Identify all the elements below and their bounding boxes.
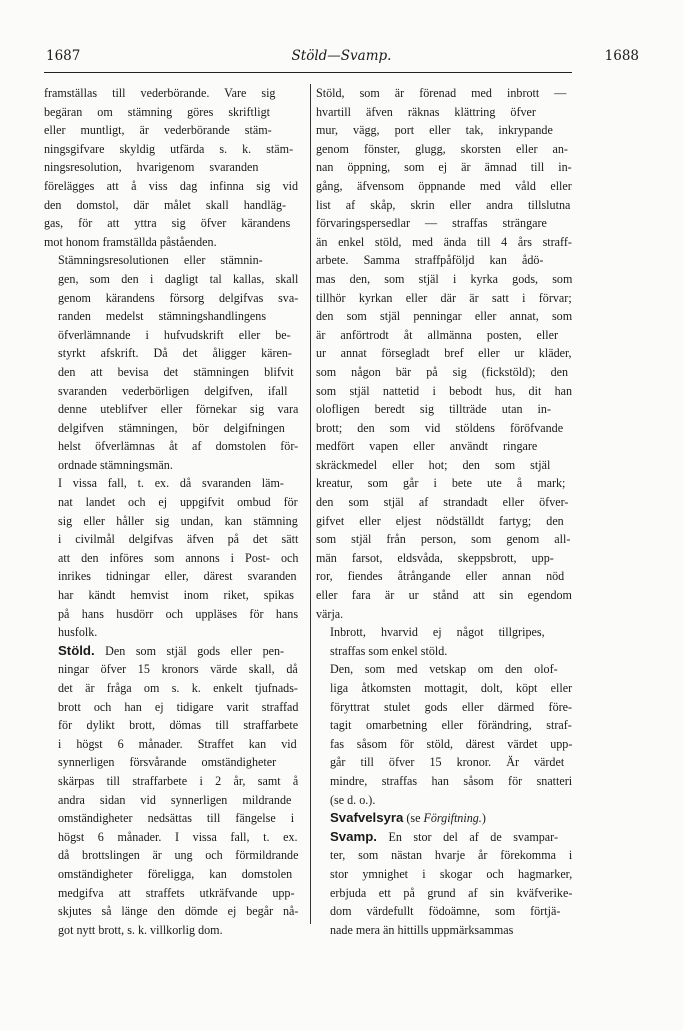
- cross-reference: Förgiftning.: [423, 811, 482, 826]
- text-line: fas såsom för stöld, därest värdet upp-: [330, 736, 573, 751]
- text-line: ordnade stämningsmän.: [58, 457, 173, 472]
- page-header: [30, 48, 653, 70]
- text-line: straffas som enkel stöld.: [330, 643, 448, 658]
- text-line: ror, fiendes åtrångande eller annan nöd: [316, 569, 565, 584]
- text-line: got nytt brott, s. k. villkorlig dom.: [58, 922, 223, 937]
- paragraph: [44, 251, 298, 474]
- text-line: i civilmål delgifvas äfven på det sätt: [58, 532, 299, 547]
- text-line: Inbrott, hvarvid ej något tillgripes,: [330, 625, 545, 640]
- text-line: hvartill äfven räknas klättring öfver: [316, 104, 536, 119]
- text-line: då brottslingen är ung och förmildrande: [58, 848, 299, 863]
- ref-prefix: (se: [403, 811, 424, 826]
- text-line: I vissa fall, t. ex. då svaranden läm-: [58, 476, 284, 491]
- text-line: sig eller håller sig undan, kan stämning: [58, 513, 298, 528]
- text-line: medgifva att straffets utkräfvande upp-: [58, 885, 295, 900]
- text-line: Stöld, som är förenad med inbrott —: [316, 86, 567, 100]
- text-line: inrikes tidningar eller, därest svaranden: [58, 569, 297, 584]
- text-line: [316, 828, 572, 847]
- text-line: tagit omarbetning eller förändring, straf-: [330, 718, 572, 733]
- text-line: begäran om stämning göres skriftligt: [44, 104, 271, 119]
- text-line: värja.: [316, 606, 344, 621]
- paragraph: [316, 828, 572, 940]
- text-line: ningsresolution, hvarigenom svaranden: [44, 160, 259, 175]
- text-line: för dylikt brott, dömas till straffarbete: [58, 718, 299, 733]
- text-line: föreläggеs att å viss dag infinna sig vid: [44, 178, 299, 193]
- text-line: den domstol, där målet skall handläg-: [44, 197, 287, 212]
- text-line: arbete. Samma straffpåföljd kan ådö-: [316, 253, 544, 268]
- text-line: ter, som nästan hvarje år förekomma i: [330, 848, 573, 863]
- text-line: går till öfver 15 kronor. Är värdet: [330, 755, 565, 770]
- text-line: omständigheter nedsättas till fängelse i: [58, 811, 295, 826]
- text-line: helst öfverlämnas åt af domstolen för-: [58, 439, 299, 454]
- text-line: [316, 809, 572, 828]
- text-line: mur, vägg, port eller tak, inkrypande: [316, 123, 553, 138]
- text-line: list af skåp, skrin eller andra tillslutna: [316, 197, 571, 212]
- paragraph: [44, 84, 298, 251]
- headword: Stöld.: [58, 642, 95, 658]
- text-line: svaranden vederbörligen delgifven, ifall: [58, 383, 288, 398]
- text-line: (se d. o.).: [330, 792, 376, 807]
- text-line: gifvet eller eljest nödställdt fartyg; den: [316, 513, 564, 528]
- headword: Svamp.: [330, 828, 377, 844]
- text-line: randen medelst stämningshandlingens: [58, 309, 267, 324]
- text-line: olofligen beredt sig tillträde utan in-: [316, 402, 551, 417]
- text-line: [44, 642, 298, 661]
- text-line: nan öppning, som ej är ämnad till in-: [316, 160, 572, 175]
- paragraph: [44, 642, 298, 940]
- text-line: delgifven stämningen, bör delgifningen: [58, 420, 285, 435]
- text-line: ningsgifvare skyldig utfärda s. k. stäm-: [44, 141, 294, 156]
- column-divider: [310, 84, 311, 924]
- text-line: den att bevisa det stämningen blifvit: [58, 364, 294, 379]
- text-line: mindre, straffas han såsom för snatteri: [330, 773, 573, 788]
- line-text: Den som stjäl gods eller pen-: [94, 643, 285, 658]
- text-line: eller muntligt, är vederbörande stäm-: [44, 123, 272, 138]
- text-line: gas, för att yttra sig öfver kärandens: [44, 216, 291, 231]
- text-line: andra sidan vid synnerligen mildrande: [58, 792, 292, 807]
- text-line: gen, som den i dagligt tal kallas, skall: [58, 271, 299, 286]
- text-line: denne uteblifver eller förnekar sig vara: [58, 402, 299, 417]
- text-line: dom värdefullt födoämne, som förtjä-: [330, 904, 561, 919]
- text-line: synnerligen försvårande omständigheter: [58, 755, 277, 770]
- text-line: att den införes som annons i Post- och: [58, 550, 299, 565]
- text-line: tillhör kyrkan eller där är satt i förvar;: [316, 290, 572, 305]
- paragraph: [316, 660, 572, 809]
- text-line: som någon bär på sig (fickstöld); den: [316, 364, 569, 379]
- paragraph: [44, 474, 298, 641]
- text-line: skärpas till straffarbete i 2 år, samt å: [58, 773, 299, 788]
- text-line: ur annat försegladt bref eller ur kläder,: [316, 346, 572, 361]
- text-line: som stjäl nattetid i bebodt hus, dit han: [316, 383, 573, 398]
- text-line: öfverlämnande i hufvudskrift eller be-: [58, 327, 291, 342]
- paragraph: [316, 623, 572, 660]
- text-line: husfolk.: [58, 625, 98, 640]
- text-line: medfört vapen eller användt ringare: [316, 439, 538, 454]
- text-line: erbjuda ett på grund af sin kväfverike-: [330, 885, 573, 900]
- text-line: styrkt afskrift. Då det åligger kären-: [58, 346, 292, 361]
- text-line: framställas till vederbörande. Vare sig: [44, 86, 276, 100]
- line-text: En stor del af de svampar-: [376, 829, 558, 844]
- text-line: omständigheter föreligga, kan domstolen: [58, 866, 293, 881]
- text-line: den som stjäl penningar eller annat, som: [316, 309, 573, 324]
- page-number-left: 1687: [46, 48, 81, 64]
- text-line: ningar öfver 15 kronors värde skall, då: [58, 662, 298, 677]
- text-line: förvaringspersedlar — straffas strängare: [316, 216, 547, 231]
- page-number-right: 1688: [604, 48, 639, 64]
- text-line: som stjäl från person, som genom all-: [316, 532, 571, 547]
- text-line: det är fråga om s. k. enkelt tjufnads-: [58, 681, 298, 695]
- text-line: skjutes så länge den dömde ej begår nå-: [58, 904, 299, 919]
- text-line: den som stjäl af strandadt eller öfver-: [316, 495, 569, 510]
- paragraph: [316, 809, 572, 828]
- header-rule: [44, 72, 572, 73]
- text-line: kreatur, som går i bete ute å mark;: [316, 476, 566, 491]
- text-line: brott; den som vid stöldens föröfvande: [316, 420, 564, 435]
- text-line: nade mera än hittills uppmärksammas: [330, 922, 514, 937]
- text-line: brott och han ej tidigare varit straffad: [58, 699, 299, 714]
- text-line: mot honom framställda påståenden.: [44, 234, 217, 249]
- text-line: män farsot, eldsvåda, skeppsbrott, upp-: [316, 550, 554, 565]
- ref-suffix: ): [481, 811, 486, 826]
- text-line: Stämningsresolutionen eller stämnin-: [58, 253, 263, 268]
- text-line: gång, äfvensom öppnande med våld eller: [316, 178, 572, 193]
- paragraph: [316, 84, 572, 623]
- text-line: Den, som med vetskap om den olof-: [330, 662, 558, 677]
- text-line: på hans husdörr och uppläses för hans: [58, 606, 299, 621]
- text-line: än enkel stöld, med ända till 4 års straff-: [316, 234, 572, 249]
- text-line: stor ymnighet i skogar och hagmarker,: [330, 866, 573, 881]
- running-title: Stöld—Svamp.: [291, 48, 392, 64]
- text-line: eller fara är ur stånd att sin egendom: [316, 588, 572, 603]
- text-line: har kändt hemvist inom riket, spikas: [58, 588, 295, 603]
- headword: Svafvelsyra: [330, 810, 404, 826]
- text-line: föryttrat stulet gods eller därmed före-: [330, 699, 573, 714]
- text-line: i högst 6 månader. Straffet kan vid: [58, 736, 297, 751]
- left-column: [44, 84, 298, 939]
- text-line: nat landet och ej uppgifvit ombud för: [58, 495, 298, 510]
- text-line: liga åtkomsten mottagit, dolt, köpt eller: [330, 681, 573, 695]
- text-line: är anförtrodt åt allmänna posten, eller: [316, 327, 559, 342]
- text-line: genom fönster, glugg, skorsten eller an-: [316, 141, 568, 156]
- text-line: mas den, som stjäl i kyrka gods, som: [316, 271, 573, 286]
- text-line: skräckmedel eller hot; den som stjäl: [316, 457, 551, 472]
- text-line: genom kärandens försorg delgifvas sva-: [58, 290, 299, 305]
- right-column: [316, 84, 572, 939]
- text-line: högst 6 månader. I vissa fall, t. ex.: [58, 829, 298, 844]
